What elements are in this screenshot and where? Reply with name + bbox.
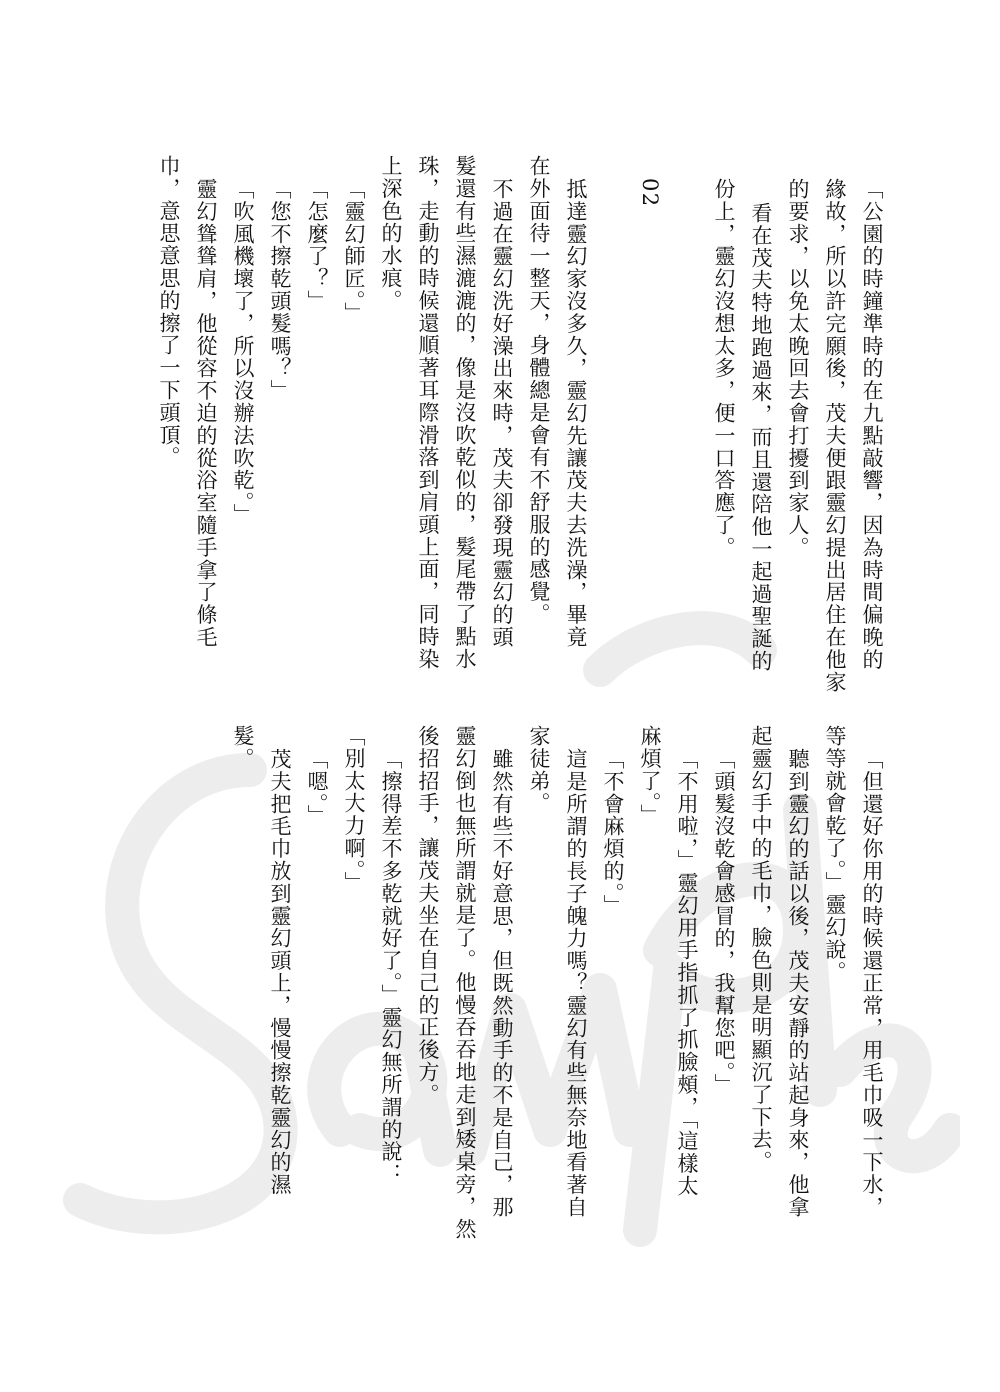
text-line: 髮還有些濕漉漉的，像是沒吹乾似的，髮尾帶了點水 [453,155,477,671]
text-line: 「別太大力啊。」 [342,725,366,894]
text-line: 「不會麻煩的。」 [601,748,625,917]
section-number: 02 [638,178,662,208]
text-line: 「公園的時鐘準時的在九點敲響，因為時間偏晚的 [860,178,884,671]
text-line: 「但還好你用的時候還正常，用毛巾吸一下水， [860,748,884,1219]
text-line: 「您不擦乾頭髮嗎？」 [268,178,292,402]
text-line: 這是所謂的長子魄力嗎？靈幻有些無奈地看著自 [564,748,588,1219]
text-line: 髮。 [231,725,255,770]
text-line: 巾，意思意思的擦了一下頭頂。 [157,155,181,469]
text-line: 聽到靈幻的話以後，茂夫安靜的站起身來，他拿 [786,748,810,1219]
text-line: 後招招手，讓茂夫坐在自己的正後方。 [416,725,440,1106]
text-line: 「頭髮沒乾會感冒的，我幫您吧。」 [712,748,736,1096]
text-line: 的要求，以免太晚回去會打擾到家人。 [786,178,810,559]
text-line: 珠，走動的時候還順著耳際滑落到肩頭上面，同時染 [416,155,440,671]
text-line: 「怎麼了？」 [305,178,329,313]
text-line: 雖然有些不好意思，但既然動手的不是自己，那 [490,748,514,1219]
text-line: 麻煩了。」 [638,725,662,827]
text-line: 等等就會乾了。」靈幻說。 [823,725,847,984]
text-line: 看在茂夫特地跑過來，而且還陪他一起過聖誕的 [749,202,773,673]
text-line: 靈幻聳聳肩，他從容不迫的從浴室隨手拿了條毛 [194,178,218,649]
text-line: 「嗯。」 [305,748,329,828]
text-line: 抵達靈幻家沒多久，靈幻先讓茂夫去洗澡，畢竟 [564,178,588,649]
text-line: 茂夫把毛巾放到靈幻頭上，慢慢擦乾靈幻的濕 [268,748,292,1196]
text-line: 「吹風機壞了，所以沒辦法吹乾。」 [231,178,255,526]
text-line: 「不用啦，」靈幻用手指抓了抓臉頰，「這樣太 [675,748,699,1198]
text-line: 緣故，所以許完願後，茂夫便跟靈幻提出居住在他家 [823,178,847,694]
text-line: 上深色的水痕。 [379,155,403,312]
text-line: 「靈幻師匠。」 [342,178,366,325]
text-line: 靈幻倒也無所謂就是了。他慢吞吞地走到矮桌旁，然 [453,725,477,1241]
text-line: 家徒弟。 [527,725,551,815]
text-line: 在外面待一整天，身體總是會有不舒服的感覺。 [527,155,551,626]
text-line: 份上，靈幻沒想太多，便一口答應了。 [712,178,736,559]
text-line: 不過在靈幻洗好澡出來時，茂夫卻發現靈幻的頭 [490,178,514,649]
text-line: 「擦得差不多乾就好了。」靈幻無所謂的說： [379,748,403,1186]
text-line: 起靈幻手中的毛巾，臉色則是明顯沉了下去。 [749,725,773,1173]
